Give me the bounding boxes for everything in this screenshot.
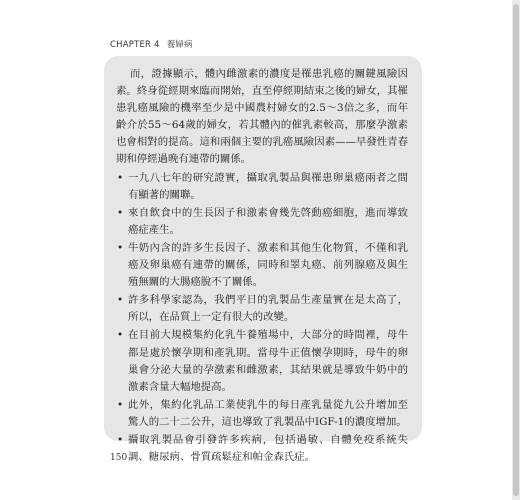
bullet-list [116, 170, 408, 467]
scrollbar[interactable] [512, 0, 520, 500]
bullet-item: • 來自飲食中的生長因子和激素會幾先啓動癌細胞，進而導致癌症產生。 [116, 205, 408, 239]
bullet-item: • 攝取乳製品會引發許多疾病，包括過敏、自體免疫系統失調、糖尿病、骨質疏鬆症和帕金森氏症。 [116, 432, 408, 466]
running-header [110, 38, 193, 50]
chapter-label: CHAPTER 4 [110, 40, 160, 50]
bullet-item: • 牛奶內含的許多生長因子、激素和其他生化物質，不僅和乳癌及卵巢癌有連帶的關係，同時和睪丸癌、前列腺癌及與生殖無關的大腸癌脫不了關係。 [116, 240, 408, 291]
intro-paragraph: 而，證據顯示，體內雌激素的濃度是罹患乳癌的關鍵風險因素。終身從經期來臨而開始，直至停經期結束之後的婦女，其罹患乳癌風險的機率至少是中國農村婦女的2.5～3倍之多，而年齡介於55～64歲的婦女，若其體內的催乳素較高，那麼孕激素也會相對的提高。這和兩個主要的乳癌風險因素——早發性青春期和停經過晚有連帶的關係。 [116, 68, 408, 166]
callout-content [116, 66, 408, 467]
page-number: 150 [110, 453, 128, 463]
scrollbar-thumb[interactable] [513, 4, 519, 496]
bullet-item: • 在目前大規模集約化乳牛養殖場中，大部分的時間裡，母牛都是處於懷孕期和產乳期。當母牛正值懷孕期時，母牛的卵巢會分泌大量的孕激素和雌激素，其結果就是導致牛奶中的激素含量大幅地提高。 [116, 327, 408, 395]
chapter-title: 養婦病 [166, 40, 193, 50]
bullet-item: • 許多科學家認為，我們平日的乳製品生產量實在是太高了，所以，在品質上一定有很大的改變。 [116, 292, 408, 326]
bullet-item: • 此外，集約化乳品工業使乳牛的每日產乳量從九公升增加至驚人的二十二公升，這也導致了乳製品中IGF-1的濃度增加。 [116, 397, 408, 431]
bullet-item: • 一九八七年的研究證實，攝取乳製品與罹患卵巢癌兩者之間有顯著的關聯。 [116, 170, 408, 204]
